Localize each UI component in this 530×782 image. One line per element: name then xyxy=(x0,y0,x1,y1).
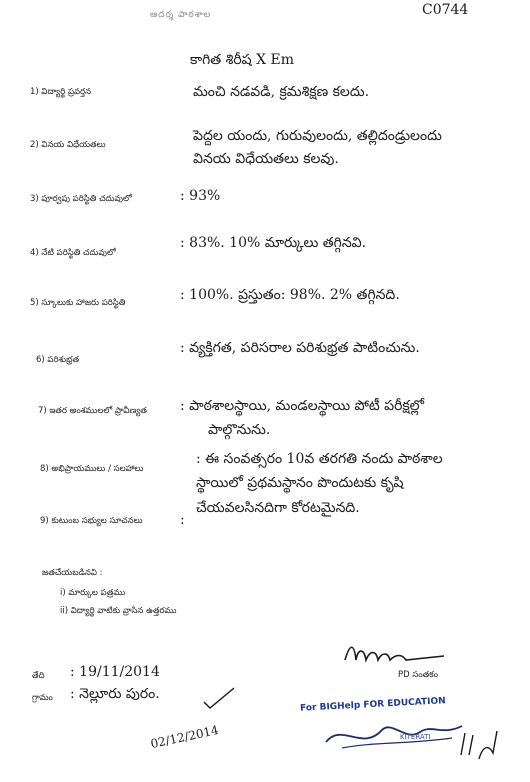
enclosure-item-2: ii) విద్యార్థి వాటికు వ్రాసిన ఉత్తరము xyxy=(60,606,177,616)
check-mark-icon xyxy=(200,684,240,718)
enclosures-title: జతచేయబడినవి : xyxy=(42,568,103,578)
date-value: : 19/11/2014 xyxy=(70,664,160,680)
stamp-signature xyxy=(322,712,472,756)
item-value-4: : 83%. 10% మార్కులు తగ్గినవి. xyxy=(180,235,367,251)
student-class-line: కాగిత శిరీష X Em xyxy=(190,52,294,68)
item-value-7-line-1: : పాఠశాలస్థాయి, మండలస్థాయి పోటీ పరీక్షల్లో xyxy=(180,398,425,414)
stamp-text: For BIGHelp FOR EDUCATION xyxy=(299,696,446,714)
item-label-6: 6) పరిశుభ్రత xyxy=(36,355,80,365)
item-label-7: 7) ఇతర అంశములలో ప్రావీణ్యత xyxy=(38,406,147,416)
pd-signature xyxy=(340,638,450,672)
item-value-8-line-2: స్థాయిలో ప్రథమస్థానం పొందుటకు కృషి xyxy=(196,475,404,491)
item-value-7-line-2: పాల్గొనును. xyxy=(208,422,271,438)
item-label-9: 9) కుటుంబ సభ్యుల సూచనలు xyxy=(40,516,143,526)
item-label-1: 1) విద్యార్థి ప్రవర్తన xyxy=(30,87,92,97)
faded-header-line-1: ఆదర్శ పాఠశాల xyxy=(150,10,212,20)
place-label: గ్రామం xyxy=(32,693,53,703)
item-value-8-line-1: : ఈ సంవత్సరం 10వ తరగతి నందు పాఠశాల xyxy=(196,451,443,467)
item-value-1: మంచి నడవడి, క్రమశిక్షణ కలదు. xyxy=(193,84,370,100)
item-value-3: : 93% xyxy=(180,188,221,204)
item-value-8-line-3: చేయవలసినదిగా కోరటమైనది. xyxy=(196,500,360,516)
enclosure-item-1: i) మార్కుల పత్రము xyxy=(60,588,126,598)
item-label-4: 4) నేటి పరిస్థితి చదువులో xyxy=(30,248,116,258)
item-value-5: : 100%. ప్రస్తుతం: 98%. 2% తగ్గినది. xyxy=(180,287,400,303)
item-value-2-line-2: వినయ విధేయతలు కలవు. xyxy=(193,151,339,167)
bottom-date: 02/12/2014 xyxy=(149,722,220,752)
item-value-2-line-1: పెద్దల యందు, గురువులందు, తల్లిదండ్రులందు xyxy=(193,128,442,144)
item-label-5: 5) స్కూలుకు హాజరు పరిస్థితి xyxy=(30,298,126,308)
item-label-8: 8) అభిప్రాయములు / సలహాలు xyxy=(40,464,144,474)
place-value: : నెల్లూరు పురం. xyxy=(70,686,160,702)
item-label-3: 3) పూర్వపు పరిస్థితి చదువులో xyxy=(30,194,132,204)
document-code: C0744 xyxy=(422,2,469,18)
item-value-9: : xyxy=(180,512,185,528)
item-label-2: 2) వినయ విధేయతలు xyxy=(30,140,106,150)
bottom-sign-mark xyxy=(455,725,505,769)
item-value-6: : వ్యక్తిగత, పరిసరాల పరిశుభ్రత పాటించును. xyxy=(180,340,420,356)
stamp-sub-text: KITERATI xyxy=(400,733,431,741)
pd-signature-scribble xyxy=(340,638,450,668)
pd-signature-label: PD సంతకం xyxy=(398,670,439,680)
date-label: తేది xyxy=(32,671,45,681)
